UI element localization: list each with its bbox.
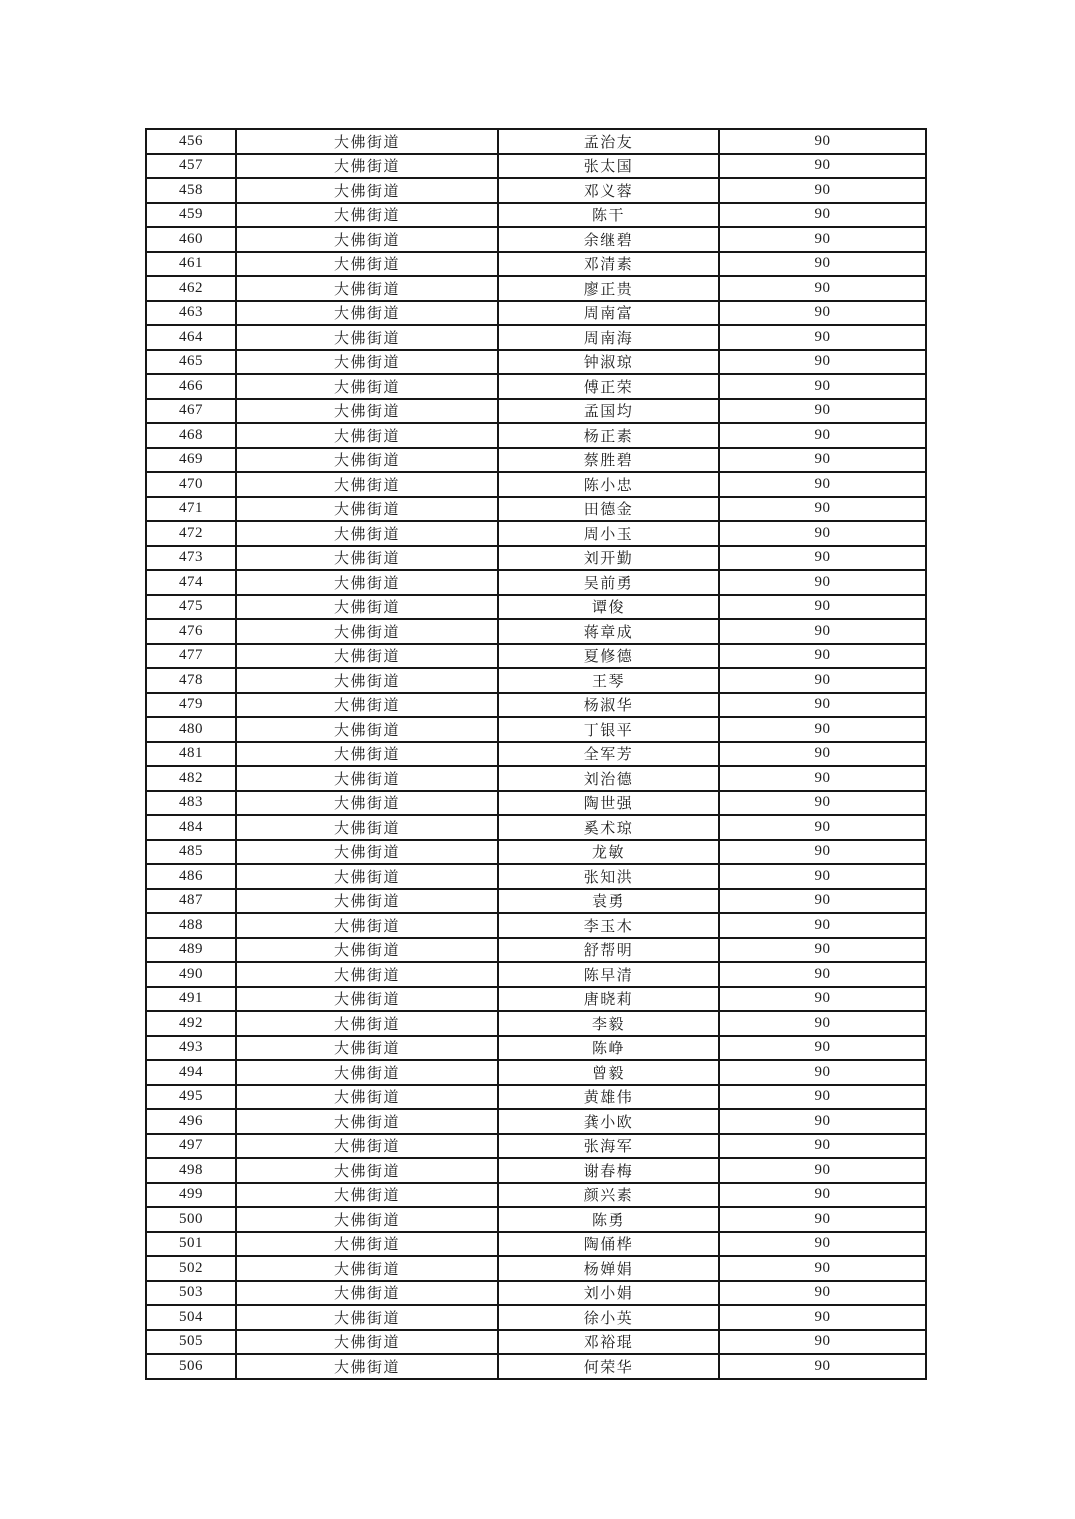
cell-district: 大佛街道 [236, 252, 498, 277]
cell-no: 479 [146, 693, 236, 718]
cell-name: 张太国 [498, 154, 719, 179]
table-row [146, 619, 926, 644]
cell-name: 钟淑琼 [498, 350, 719, 375]
cell-name: 邓裕琨 [498, 1330, 719, 1355]
cell-score: 90 [719, 815, 926, 840]
cell-district: 大佛街道 [236, 913, 498, 938]
cell-no: 503 [146, 1281, 236, 1306]
cell-name: 廖正贵 [498, 276, 719, 301]
table-row [146, 497, 926, 522]
cell-no: 485 [146, 840, 236, 865]
cell-score: 90 [719, 1036, 926, 1061]
table-row [146, 595, 926, 620]
cell-district: 大佛街道 [236, 497, 498, 522]
table-row [146, 1183, 926, 1208]
table-row [146, 766, 926, 791]
cell-name: 全军芳 [498, 742, 719, 767]
cell-no: 471 [146, 497, 236, 522]
scores-table [145, 128, 927, 1380]
table-row [146, 1060, 926, 1085]
cell-no: 477 [146, 644, 236, 669]
cell-name: 张知洪 [498, 864, 719, 889]
cell-no: 500 [146, 1207, 236, 1232]
table-row [146, 1109, 926, 1134]
cell-district: 大佛街道 [236, 301, 498, 326]
cell-name: 陈小忠 [498, 472, 719, 497]
cell-name: 蔡胜碧 [498, 448, 719, 473]
table-row [146, 962, 926, 987]
table-row [146, 864, 926, 889]
cell-name: 杨淑华 [498, 693, 719, 718]
cell-score: 90 [719, 129, 926, 154]
table-row [146, 1232, 926, 1257]
table-row [146, 399, 926, 424]
table-row [146, 668, 926, 693]
cell-no: 505 [146, 1330, 236, 1355]
cell-no: 488 [146, 913, 236, 938]
cell-no: 475 [146, 595, 236, 620]
cell-name: 陈干 [498, 203, 719, 228]
cell-district: 大佛街道 [236, 1305, 498, 1330]
cell-district: 大佛街道 [236, 472, 498, 497]
cell-no: 496 [146, 1109, 236, 1134]
table-row [146, 742, 926, 767]
cell-district: 大佛街道 [236, 448, 498, 473]
cell-name: 刘治德 [498, 766, 719, 791]
cell-name: 夏修德 [498, 644, 719, 669]
table-row [146, 1158, 926, 1183]
cell-no: 457 [146, 154, 236, 179]
table-row [146, 987, 926, 1012]
cell-name: 曾毅 [498, 1060, 719, 1085]
cell-no: 461 [146, 252, 236, 277]
table-row [146, 350, 926, 375]
cell-score: 90 [719, 350, 926, 375]
cell-no: 491 [146, 987, 236, 1012]
table-row [146, 154, 926, 179]
cell-district: 大佛街道 [236, 889, 498, 914]
cell-no: 478 [146, 668, 236, 693]
cell-district: 大佛街道 [236, 815, 498, 840]
cell-score: 90 [719, 521, 926, 546]
cell-no: 481 [146, 742, 236, 767]
cell-score: 90 [719, 742, 926, 767]
cell-name: 蒋章成 [498, 619, 719, 644]
cell-score: 90 [719, 1232, 926, 1257]
cell-no: 480 [146, 717, 236, 742]
cell-district: 大佛街道 [236, 864, 498, 889]
cell-district: 大佛街道 [236, 1060, 498, 1085]
cell-district: 大佛街道 [236, 570, 498, 595]
cell-district: 大佛街道 [236, 644, 498, 669]
cell-no: 472 [146, 521, 236, 546]
cell-score: 90 [719, 693, 926, 718]
cell-name: 刘开勤 [498, 546, 719, 571]
cell-score: 90 [719, 864, 926, 889]
cell-name: 奚术琼 [498, 815, 719, 840]
cell-no: 482 [146, 766, 236, 791]
cell-name: 王琴 [498, 668, 719, 693]
cell-district: 大佛街道 [236, 962, 498, 987]
cell-district: 大佛街道 [236, 1158, 498, 1183]
cell-district: 大佛街道 [236, 791, 498, 816]
cell-name: 孟国均 [498, 399, 719, 424]
cell-no: 502 [146, 1256, 236, 1281]
cell-score: 90 [719, 276, 926, 301]
cell-district: 大佛街道 [236, 178, 498, 203]
cell-district: 大佛街道 [236, 1232, 498, 1257]
cell-name: 黄雄伟 [498, 1085, 719, 1110]
cell-name: 杨婵娟 [498, 1256, 719, 1281]
cell-score: 90 [719, 325, 926, 350]
cell-no: 498 [146, 1158, 236, 1183]
cell-name: 陈早清 [498, 962, 719, 987]
cell-district: 大佛街道 [236, 325, 498, 350]
cell-name: 傅正荣 [498, 374, 719, 399]
cell-score: 90 [719, 546, 926, 571]
cell-score: 90 [719, 766, 926, 791]
table-row [146, 203, 926, 228]
table-row [146, 1134, 926, 1159]
cell-score: 90 [719, 252, 926, 277]
cell-no: 495 [146, 1085, 236, 1110]
cell-name: 李玉木 [498, 913, 719, 938]
cell-district: 大佛街道 [236, 693, 498, 718]
cell-score: 90 [719, 154, 926, 179]
cell-no: 456 [146, 129, 236, 154]
cell-no: 459 [146, 203, 236, 228]
cell-district: 大佛街道 [236, 1109, 498, 1134]
cell-no: 469 [146, 448, 236, 473]
table-row [146, 840, 926, 865]
cell-name: 何荣华 [498, 1354, 719, 1379]
cell-name: 邓义蓉 [498, 178, 719, 203]
cell-district: 大佛街道 [236, 766, 498, 791]
cell-district: 大佛街道 [236, 203, 498, 228]
cell-no: 492 [146, 1011, 236, 1036]
cell-no: 483 [146, 791, 236, 816]
cell-score: 90 [719, 423, 926, 448]
table-row [146, 448, 926, 473]
cell-score: 90 [719, 570, 926, 595]
cell-score: 90 [719, 1207, 926, 1232]
cell-score: 90 [719, 668, 926, 693]
cell-district: 大佛街道 [236, 227, 498, 252]
cell-no: 465 [146, 350, 236, 375]
table-row [146, 472, 926, 497]
cell-no: 464 [146, 325, 236, 350]
cell-name: 孟治友 [498, 129, 719, 154]
cell-name: 陶世强 [498, 791, 719, 816]
table-row [146, 276, 926, 301]
table-row [146, 1281, 926, 1306]
table-row [146, 644, 926, 669]
cell-district: 大佛街道 [236, 350, 498, 375]
table-row [146, 423, 926, 448]
cell-district: 大佛街道 [236, 717, 498, 742]
scores-table-body [146, 129, 926, 1379]
cell-score: 90 [719, 619, 926, 644]
table-row [146, 178, 926, 203]
cell-score: 90 [719, 178, 926, 203]
cell-no: 462 [146, 276, 236, 301]
cell-score: 90 [719, 1109, 926, 1134]
cell-district: 大佛街道 [236, 742, 498, 767]
cell-score: 90 [719, 301, 926, 326]
cell-no: 467 [146, 399, 236, 424]
table-row [146, 570, 926, 595]
cell-no: 487 [146, 889, 236, 914]
cell-score: 90 [719, 1354, 926, 1379]
cell-score: 90 [719, 1158, 926, 1183]
cell-district: 大佛街道 [236, 1085, 498, 1110]
cell-name: 余继碧 [498, 227, 719, 252]
table-row [146, 717, 926, 742]
cell-name: 谭俊 [498, 595, 719, 620]
cell-district: 大佛街道 [236, 987, 498, 1012]
cell-name: 颜兴素 [498, 1183, 719, 1208]
cell-district: 大佛街道 [236, 129, 498, 154]
cell-score: 90 [719, 938, 926, 963]
cell-score: 90 [719, 717, 926, 742]
cell-score: 90 [719, 1281, 926, 1306]
table-row [146, 1354, 926, 1379]
cell-score: 90 [719, 374, 926, 399]
table-row [146, 1011, 926, 1036]
cell-no: 470 [146, 472, 236, 497]
cell-name: 舒帮明 [498, 938, 719, 963]
cell-name: 谢春梅 [498, 1158, 719, 1183]
cell-no: 504 [146, 1305, 236, 1330]
cell-no: 458 [146, 178, 236, 203]
cell-no: 466 [146, 374, 236, 399]
cell-score: 90 [719, 840, 926, 865]
cell-district: 大佛街道 [236, 1354, 498, 1379]
table-row [146, 227, 926, 252]
cell-score: 90 [719, 1183, 926, 1208]
table-row [146, 252, 926, 277]
table-row [146, 1330, 926, 1355]
cell-name: 陈勇 [498, 1207, 719, 1232]
table-row [146, 693, 926, 718]
table-row [146, 791, 926, 816]
table-row [146, 1207, 926, 1232]
cell-name: 田德金 [498, 497, 719, 522]
cell-score: 90 [719, 497, 926, 522]
table-row [146, 129, 926, 154]
cell-district: 大佛街道 [236, 595, 498, 620]
cell-score: 90 [719, 595, 926, 620]
cell-score: 90 [719, 791, 926, 816]
cell-district: 大佛街道 [236, 546, 498, 571]
cell-no: 473 [146, 546, 236, 571]
cell-name: 陈峥 [498, 1036, 719, 1061]
cell-name: 邓清素 [498, 252, 719, 277]
table-row [146, 521, 926, 546]
cell-score: 90 [719, 644, 926, 669]
cell-name: 周小玉 [498, 521, 719, 546]
table-row [146, 546, 926, 571]
cell-district: 大佛街道 [236, 1330, 498, 1355]
cell-name: 丁银平 [498, 717, 719, 742]
cell-score: 90 [719, 448, 926, 473]
cell-no: 497 [146, 1134, 236, 1159]
table-row [146, 374, 926, 399]
cell-name: 杨正素 [498, 423, 719, 448]
table-row [146, 301, 926, 326]
cell-no: 460 [146, 227, 236, 252]
cell-district: 大佛街道 [236, 1207, 498, 1232]
cell-district: 大佛街道 [236, 1134, 498, 1159]
cell-score: 90 [719, 399, 926, 424]
table-row [146, 889, 926, 914]
cell-score: 90 [719, 227, 926, 252]
cell-score: 90 [719, 1330, 926, 1355]
cell-name: 徐小英 [498, 1305, 719, 1330]
cell-no: 499 [146, 1183, 236, 1208]
cell-district: 大佛街道 [236, 668, 498, 693]
cell-no: 490 [146, 962, 236, 987]
cell-score: 90 [719, 1305, 926, 1330]
cell-district: 大佛街道 [236, 521, 498, 546]
cell-no: 484 [146, 815, 236, 840]
cell-score: 90 [719, 1060, 926, 1085]
cell-name: 龚小欧 [498, 1109, 719, 1134]
table-row [146, 1305, 926, 1330]
cell-no: 501 [146, 1232, 236, 1257]
cell-no: 506 [146, 1354, 236, 1379]
cell-score: 90 [719, 472, 926, 497]
cell-name: 唐晓莉 [498, 987, 719, 1012]
cell-score: 90 [719, 1085, 926, 1110]
cell-score: 90 [719, 1011, 926, 1036]
cell-district: 大佛街道 [236, 423, 498, 448]
cell-district: 大佛街道 [236, 1036, 498, 1061]
cell-district: 大佛街道 [236, 840, 498, 865]
cell-no: 494 [146, 1060, 236, 1085]
cell-no: 476 [146, 619, 236, 644]
cell-district: 大佛街道 [236, 399, 498, 424]
cell-name: 陶俑桦 [498, 1232, 719, 1257]
cell-name: 刘小娟 [498, 1281, 719, 1306]
cell-name: 袁勇 [498, 889, 719, 914]
cell-district: 大佛街道 [236, 276, 498, 301]
cell-no: 486 [146, 864, 236, 889]
cell-no: 493 [146, 1036, 236, 1061]
cell-name: 龙敏 [498, 840, 719, 865]
cell-name: 李毅 [498, 1011, 719, 1036]
cell-district: 大佛街道 [236, 374, 498, 399]
cell-score: 90 [719, 913, 926, 938]
table-row [146, 325, 926, 350]
cell-district: 大佛街道 [236, 619, 498, 644]
table-row [146, 913, 926, 938]
cell-score: 90 [719, 987, 926, 1012]
table-row [146, 938, 926, 963]
cell-score: 90 [719, 1134, 926, 1159]
cell-no: 474 [146, 570, 236, 595]
cell-no: 463 [146, 301, 236, 326]
table-row [146, 1256, 926, 1281]
table-row [146, 1085, 926, 1110]
table-row [146, 1036, 926, 1061]
cell-score: 90 [719, 889, 926, 914]
cell-district: 大佛街道 [236, 1281, 498, 1306]
cell-score: 90 [719, 1256, 926, 1281]
cell-no: 468 [146, 423, 236, 448]
cell-name: 吴前勇 [498, 570, 719, 595]
cell-score: 90 [719, 962, 926, 987]
cell-district: 大佛街道 [236, 154, 498, 179]
cell-district: 大佛街道 [236, 1183, 498, 1208]
cell-name: 周南海 [498, 325, 719, 350]
cell-district: 大佛街道 [236, 938, 498, 963]
cell-name: 周南富 [498, 301, 719, 326]
cell-score: 90 [719, 203, 926, 228]
cell-no: 489 [146, 938, 236, 963]
cell-district: 大佛街道 [236, 1256, 498, 1281]
cell-name: 张海军 [498, 1134, 719, 1159]
cell-district: 大佛街道 [236, 1011, 498, 1036]
table-row [146, 815, 926, 840]
